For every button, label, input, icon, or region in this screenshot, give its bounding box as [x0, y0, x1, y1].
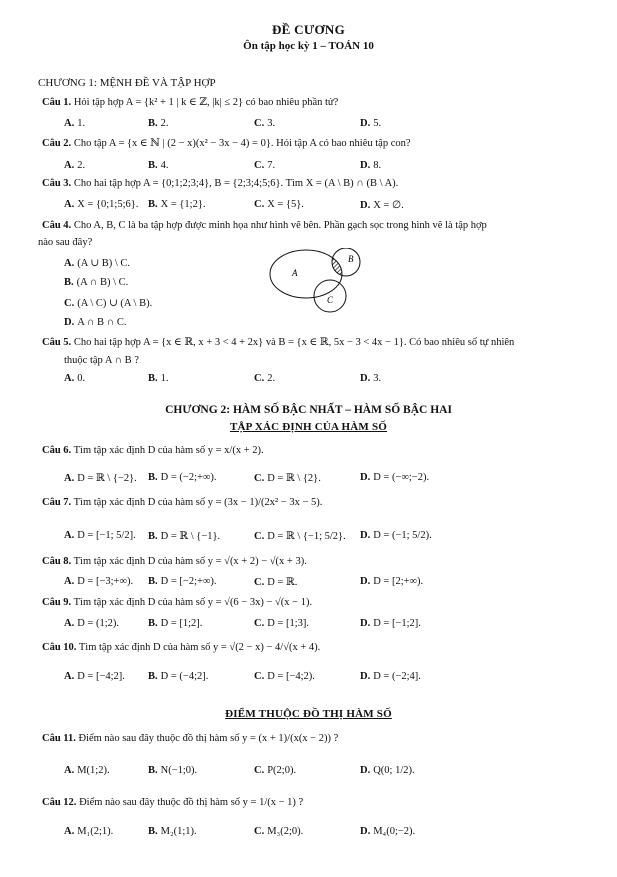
option[interactable] [360, 618, 421, 629]
option[interactable] [64, 576, 133, 587]
option-letter: A. [64, 199, 75, 210]
option-letter: A. [64, 160, 75, 171]
option-text: M₃(2;0). [267, 826, 304, 837]
option[interactable] [64, 765, 110, 776]
option[interactable] [148, 530, 220, 542]
option-letter: C. [254, 199, 265, 210]
option-letter: C. [254, 373, 265, 384]
option-letter: C. [64, 298, 75, 309]
option-letter: C. [254, 618, 265, 629]
option-text: 8. [373, 160, 382, 171]
option-letter: A. [64, 576, 75, 587]
option[interactable] [254, 618, 309, 629]
option-text: (A ∪ B) \ C. [77, 258, 131, 269]
set-c-label: C [327, 295, 334, 305]
option[interactable] [360, 118, 381, 129]
option[interactable] [254, 118, 275, 129]
question-1: Câu 1. Hỏi tập hợp A = {k² + 1 | k ∈ ℤ, |k| ≤ 2} có bao nhiêu phần tử? [42, 97, 339, 108]
option-text: 2. [267, 373, 276, 384]
question-12: Câu 12. Điểm nào sau đây thuộc đồ thị hàm số y = 1/(x − 1) ? [42, 797, 304, 808]
option-letter: A. [64, 765, 75, 776]
option[interactable] [254, 373, 275, 384]
option-letter: D. [360, 618, 371, 629]
option-text: D = (−2;+∞). [160, 472, 217, 483]
option-letter: C. [254, 118, 265, 129]
option[interactable] [64, 160, 85, 171]
section-domain-heading: TẬP XÁC ĐỊNH CỦA HÀM SỐ [229, 421, 388, 433]
option-text: D = [1;3]. [267, 618, 310, 629]
option[interactable] [360, 826, 415, 837]
option-text: D = (1;2). [77, 618, 120, 629]
option[interactable] [360, 576, 423, 587]
option-letter: D. [360, 765, 371, 776]
option-text: 4. [160, 160, 169, 171]
option[interactable] [64, 671, 125, 682]
option-text: X = {5}. [267, 199, 304, 210]
option-letter: A. [64, 618, 75, 629]
option-letter: B. [148, 118, 158, 129]
question-4: Câu 4. Cho A, B, C là ba tập hợp được minh họa như hình vẽ bên. Phần gạch sọc trong hình vẽ là tập hợp [42, 220, 487, 231]
option[interactable] [148, 671, 208, 682]
option-letter: D. [64, 317, 75, 328]
option-letter: B. [148, 531, 158, 542]
option-text: 1. [77, 118, 86, 129]
option-text: A ∩ B ∩ C. [77, 317, 127, 328]
option-letter: D. [360, 118, 371, 129]
option-letter: A. [64, 671, 75, 682]
option[interactable] [148, 826, 197, 837]
option-letter: C. [254, 531, 265, 542]
option[interactable] [148, 576, 217, 587]
option-letter: B. [64, 277, 74, 288]
option-letter: A. [64, 258, 75, 269]
option-letter: B. [148, 765, 158, 776]
chapter-2-heading: CHƯƠNG 2: HÀM SỐ BẬC NHẤT – HÀM SỐ BẬC HAI [165, 404, 452, 416]
option-letter: C. [254, 826, 265, 837]
option-text: D = [−1;2]. [373, 618, 421, 629]
option-text: M(1;2). [77, 765, 110, 776]
question-5: Câu 5. Cho hai tập hợp A = {x ∈ ℝ, x + 3 < 4 + 2x} và B = {x ∈ ℝ, 5x − 3 < 4x − 1}. Có bao nhiêu số tự nhiên [42, 337, 515, 348]
question-8: Câu 8. Tìm tập xác định D của hàm số y = √(x + 2) − √(x + 3). [42, 556, 307, 567]
option[interactable] [360, 160, 381, 171]
question-6: Câu 6. Tìm tập xác định D của hàm số y = x/(x + 2). [42, 445, 264, 456]
option-letter: D. [360, 671, 371, 682]
document-subtitle: Ôn tập học kỳ 1 – TOÁN 10 [243, 40, 374, 52]
option-text: X = ∅. [373, 200, 404, 211]
set-a-ellipse [270, 250, 342, 298]
option-letter: B. [148, 618, 158, 629]
option-letter: A. [64, 118, 75, 129]
option[interactable] [360, 373, 381, 384]
option-text: M₁(2;1). [77, 826, 114, 837]
option-text: 3. [373, 373, 382, 384]
option-letter: B. [148, 472, 158, 483]
option-text: D = [−1; 5/2]. [77, 530, 136, 541]
question-9: Câu 9. Tìm tập xác định D của hàm số y = √(6 − 3x) − √(x − 1). [42, 597, 313, 608]
option-letter: D. [360, 826, 371, 837]
option-letter: C. [254, 473, 265, 484]
option[interactable] [360, 765, 415, 776]
option-text: D = ℝ. [267, 577, 298, 588]
question-4-line-2: nào sau đây? [38, 237, 93, 248]
option[interactable] [148, 618, 202, 629]
option[interactable] [360, 530, 432, 541]
set-a-label: A [292, 268, 298, 278]
option-text: X = {0;1;5;6}. [77, 199, 139, 210]
option-text: D = (−∞;−2). [373, 472, 430, 483]
option-text: D = ℝ \ {−1}. [160, 531, 221, 542]
option-letter: D. [360, 472, 371, 483]
question-5-line-2: thuộc tập A ∩ B ? [64, 355, 139, 366]
set-b-label: B [348, 254, 354, 264]
option-text: 3. [267, 118, 276, 129]
option[interactable] [64, 618, 119, 629]
option-text: D = (−4;2]. [160, 671, 209, 682]
option[interactable] [148, 472, 217, 483]
option-text: D = (−2;4]. [373, 671, 421, 682]
option[interactable] [360, 671, 421, 682]
option[interactable] [254, 765, 296, 776]
option-text: N(−1;0). [160, 765, 198, 776]
option-letter: D. [360, 160, 371, 171]
option-text: D = ℝ \ {−2}. [77, 473, 137, 484]
option-text: X = {1;2}. [160, 199, 206, 210]
option-text: 5. [373, 118, 382, 129]
option[interactable] [64, 317, 127, 328]
question-11: Câu 11. Điểm nào sau đây thuộc đồ thị hàm số y = (x + 1)/(x(x − 2)) ? [42, 733, 339, 744]
option-letter: B. [148, 671, 158, 682]
option-letter: C. [254, 765, 265, 776]
option[interactable] [254, 576, 297, 588]
option-text: 1. [160, 373, 169, 384]
option-letter: D. [360, 200, 371, 211]
venn-diagram [268, 248, 378, 328]
option-letter: A. [64, 530, 75, 541]
option-letter: B. [148, 160, 158, 171]
option[interactable] [148, 765, 197, 776]
option[interactable] [64, 472, 137, 484]
option[interactable] [64, 118, 85, 129]
option-letter: D. [360, 530, 371, 541]
option[interactable] [360, 199, 404, 211]
option-text: (A ∩ B) \ C. [76, 277, 129, 288]
option-text: P(2;0). [267, 765, 297, 776]
option-letter: D. [360, 373, 371, 384]
document-title: ĐỀ CƯƠNG [271, 22, 346, 37]
option[interactable] [64, 826, 113, 837]
option[interactable] [148, 373, 169, 384]
option[interactable] [64, 257, 130, 269]
option[interactable] [148, 160, 169, 171]
option-letter: C. [254, 671, 265, 682]
option-letter: B. [148, 373, 158, 384]
chapter-1-heading: CHƯƠNG 1: MỆNH ĐỀ VÀ TẬP HỢP [38, 77, 216, 89]
option[interactable] [254, 826, 303, 837]
option-text: 0. [77, 373, 86, 384]
option-text: M₄(0;−2). [373, 826, 416, 837]
option[interactable] [64, 373, 85, 384]
option-letter: B. [148, 576, 158, 587]
question-3: Câu 3. Cho hai tập hợp A = {0;1;2;3;4}, B = {2;3;4;5;6}. Tìm X = (A \ B) ∩ (B \ A). [42, 178, 399, 189]
option-text: D = [2;+∞). [373, 576, 424, 587]
option-text: D = [−4;2). [267, 671, 315, 682]
option-text: Q(0; 1/2). [373, 765, 415, 776]
option-text: D = [−3;+∞). [77, 576, 134, 587]
option-letter: B. [148, 826, 158, 837]
option[interactable] [64, 199, 138, 210]
section-points-heading: ĐIỂM THUỘC ĐỒ THỊ HÀM SỐ [225, 708, 392, 720]
option-letter: B. [148, 199, 158, 210]
question-7: Câu 7. Tìm tập xác định D của hàm số y = (3x − 1)/(2x² − 3x − 5). [42, 497, 323, 508]
option[interactable] [148, 118, 169, 129]
option-text: 2. [77, 160, 86, 171]
option-text: D = [1;2]. [160, 618, 203, 629]
option[interactable] [148, 199, 206, 210]
option-text: D = [−2;+∞). [160, 576, 217, 587]
option-text: D = (−1; 5/2). [373, 530, 432, 541]
option-letter: C. [254, 577, 265, 588]
option[interactable] [254, 199, 304, 210]
option-text: D = ℝ \ {2}. [267, 473, 321, 484]
option[interactable] [64, 297, 152, 309]
option-letter: D. [360, 576, 371, 587]
option-letter: A. [64, 826, 75, 837]
question-10: Câu 10. Tìm tập xác định D của hàm số y = √(2 − x) − 4/√(x + 4). [42, 642, 321, 653]
option-letter: C. [254, 160, 265, 171]
option[interactable] [360, 472, 429, 483]
option[interactable] [64, 277, 128, 288]
option-text: D = ℝ \ {−1; 5/2}. [267, 531, 346, 542]
option-text: 7. [267, 160, 276, 171]
option-letter: A. [64, 473, 75, 484]
option[interactable] [254, 472, 321, 484]
option-text: (A \ C) ∪ (A \ B). [77, 298, 153, 309]
option-text: D = [−4;2]. [77, 671, 125, 682]
option-letter: A. [64, 373, 75, 384]
question-2: Câu 2. Cho tập A = {x ∈ ℕ | (2 − x)(x² − 3x − 4) = 0}. Hỏi tập A có bao nhiêu tập con? [42, 138, 411, 149]
option[interactable] [64, 530, 136, 541]
option[interactable] [254, 530, 346, 542]
option-text: M₂(1;1). [160, 826, 197, 837]
option-text: 2. [160, 118, 169, 129]
option[interactable] [254, 671, 315, 682]
option[interactable] [254, 160, 275, 171]
